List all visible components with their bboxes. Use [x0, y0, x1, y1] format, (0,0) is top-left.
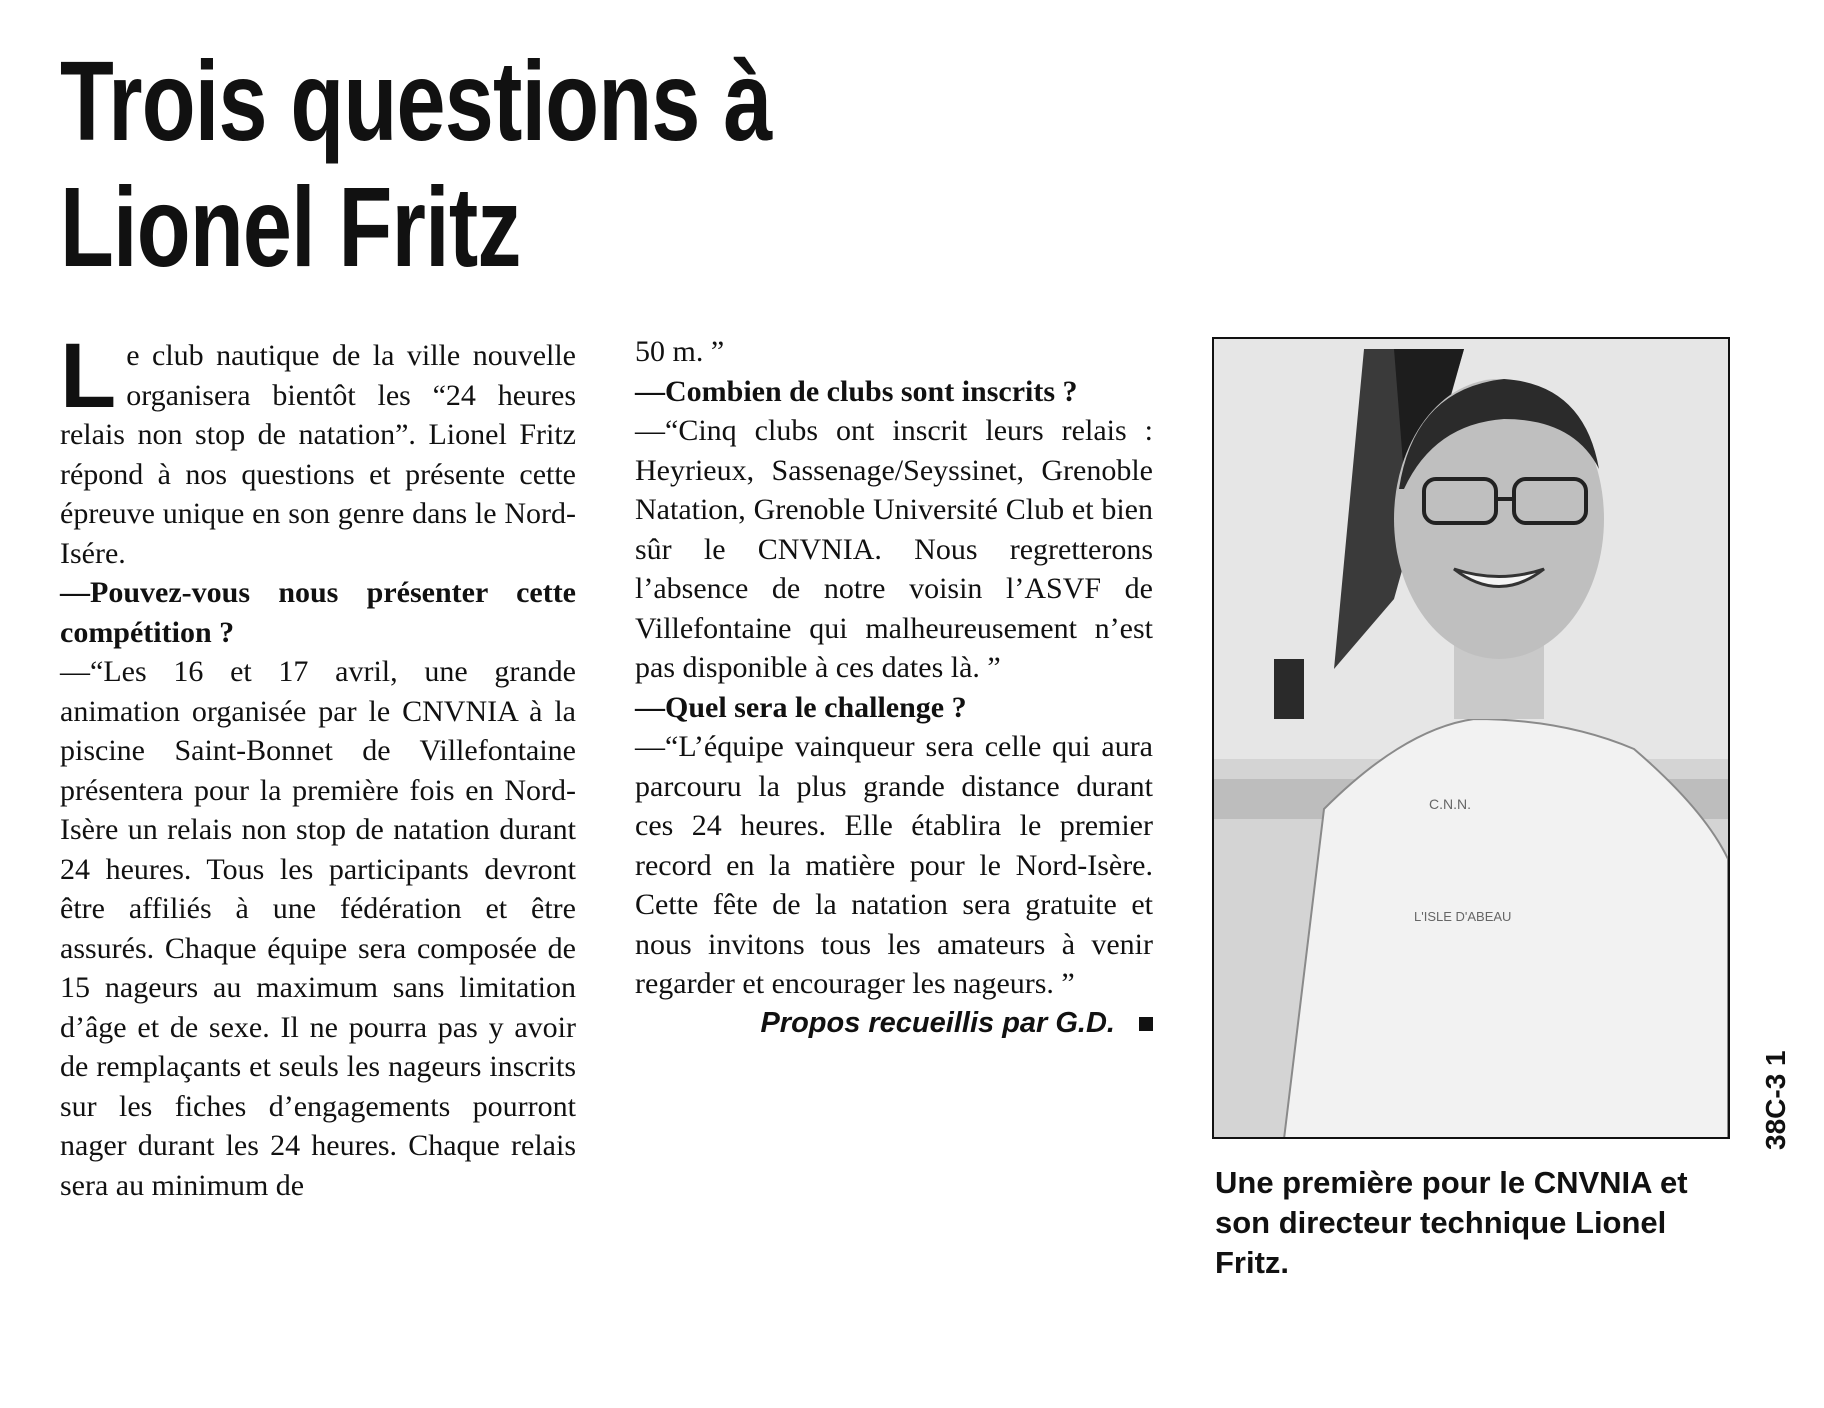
answer-3: —“L’équipe vainqueur sera celle qui aura parcouru la plus grande distance durant ces 24 heures. Elle établira le premier record en la matière pour le Nord-Isère. Cette fête de la natation sera gratuite et nous invitons tous les amateurs à venir regarder et encourager les nageurs. ” — [635, 730, 1153, 1000]
answer-1-end: 50 m. ” — [635, 335, 725, 368]
portrait-photo-illustration — [1214, 339, 1728, 1137]
portrait-photo — [1212, 337, 1730, 1139]
end-square-icon — [1139, 1017, 1153, 1031]
article-column-2 — [635, 332, 1153, 1043]
shirt-text-top: C.N.N. — [1429, 796, 1471, 812]
shirt-text-bottom: L'ISLE D'ABEAU — [1414, 909, 1512, 924]
photo-caption: Une première pour le CNVNIA et son directeur technique Lionel Fritz. — [1215, 1165, 1688, 1280]
question-1: —Pouvez-vous nous présenter cette compétition ? — [60, 576, 576, 649]
signature-text: Propos recueillis par G.D. — [760, 1006, 1115, 1039]
question-2: —Combien de clubs sont inscrits ? — [635, 374, 1078, 408]
answer-1: —“Les 16 et 17 avril, une grande animation organisée par le CNVNIA à la piscine Saint-Bonnet de Villefontaine présentera pour la première fois en Nord-Isère un relais non stop de natation durant 24 heures. Tous les participants devront être affiliés à une fédération et être assurés. Chaque équipe sera composée de 15 nageurs au maximum sans limitation d’âge et de sexe. Il ne pourra pas y avoir de remplaçants et seuls les nageurs inscrits sur les fiches d’engagements pourront nager durant les 24 heures. Chaque relais sera au minimum de — [60, 655, 576, 1202]
intro-paragraph — [60, 325, 576, 573]
article-column-1 — [60, 325, 576, 1205]
intro-text: e club nautique de la ville nouvelle organisera bientôt les “24 heures relais non stop de natation”. Lionel Fritz répond à nos questions et présente cette épreuve unique en son genre dans le Nord-Isére. — [60, 339, 576, 570]
headline — [60, 38, 772, 290]
signature — [635, 1004, 1153, 1044]
headline-line-2: Lionel Fritz — [60, 164, 521, 290]
answer-2: —“Cinq clubs ont inscrit leurs relais : Heyrieux, Sassenage/Seyssinet, Grenoble Natation, Grenoble Université Club et bien sûr le CNVNIA. Nous regretterons l’absence de notre voisin l’ASVF de Villefontaine qui malheureusement n’est pas disponible à ces dates là. ” — [635, 414, 1153, 684]
question-3: —Quel sera le challenge ? — [635, 690, 967, 724]
side-code: 38C-3 1 — [1760, 1050, 1791, 1150]
drop-cap: L — [60, 325, 117, 427]
headline-line-1: Trois questions à — [60, 38, 772, 164]
